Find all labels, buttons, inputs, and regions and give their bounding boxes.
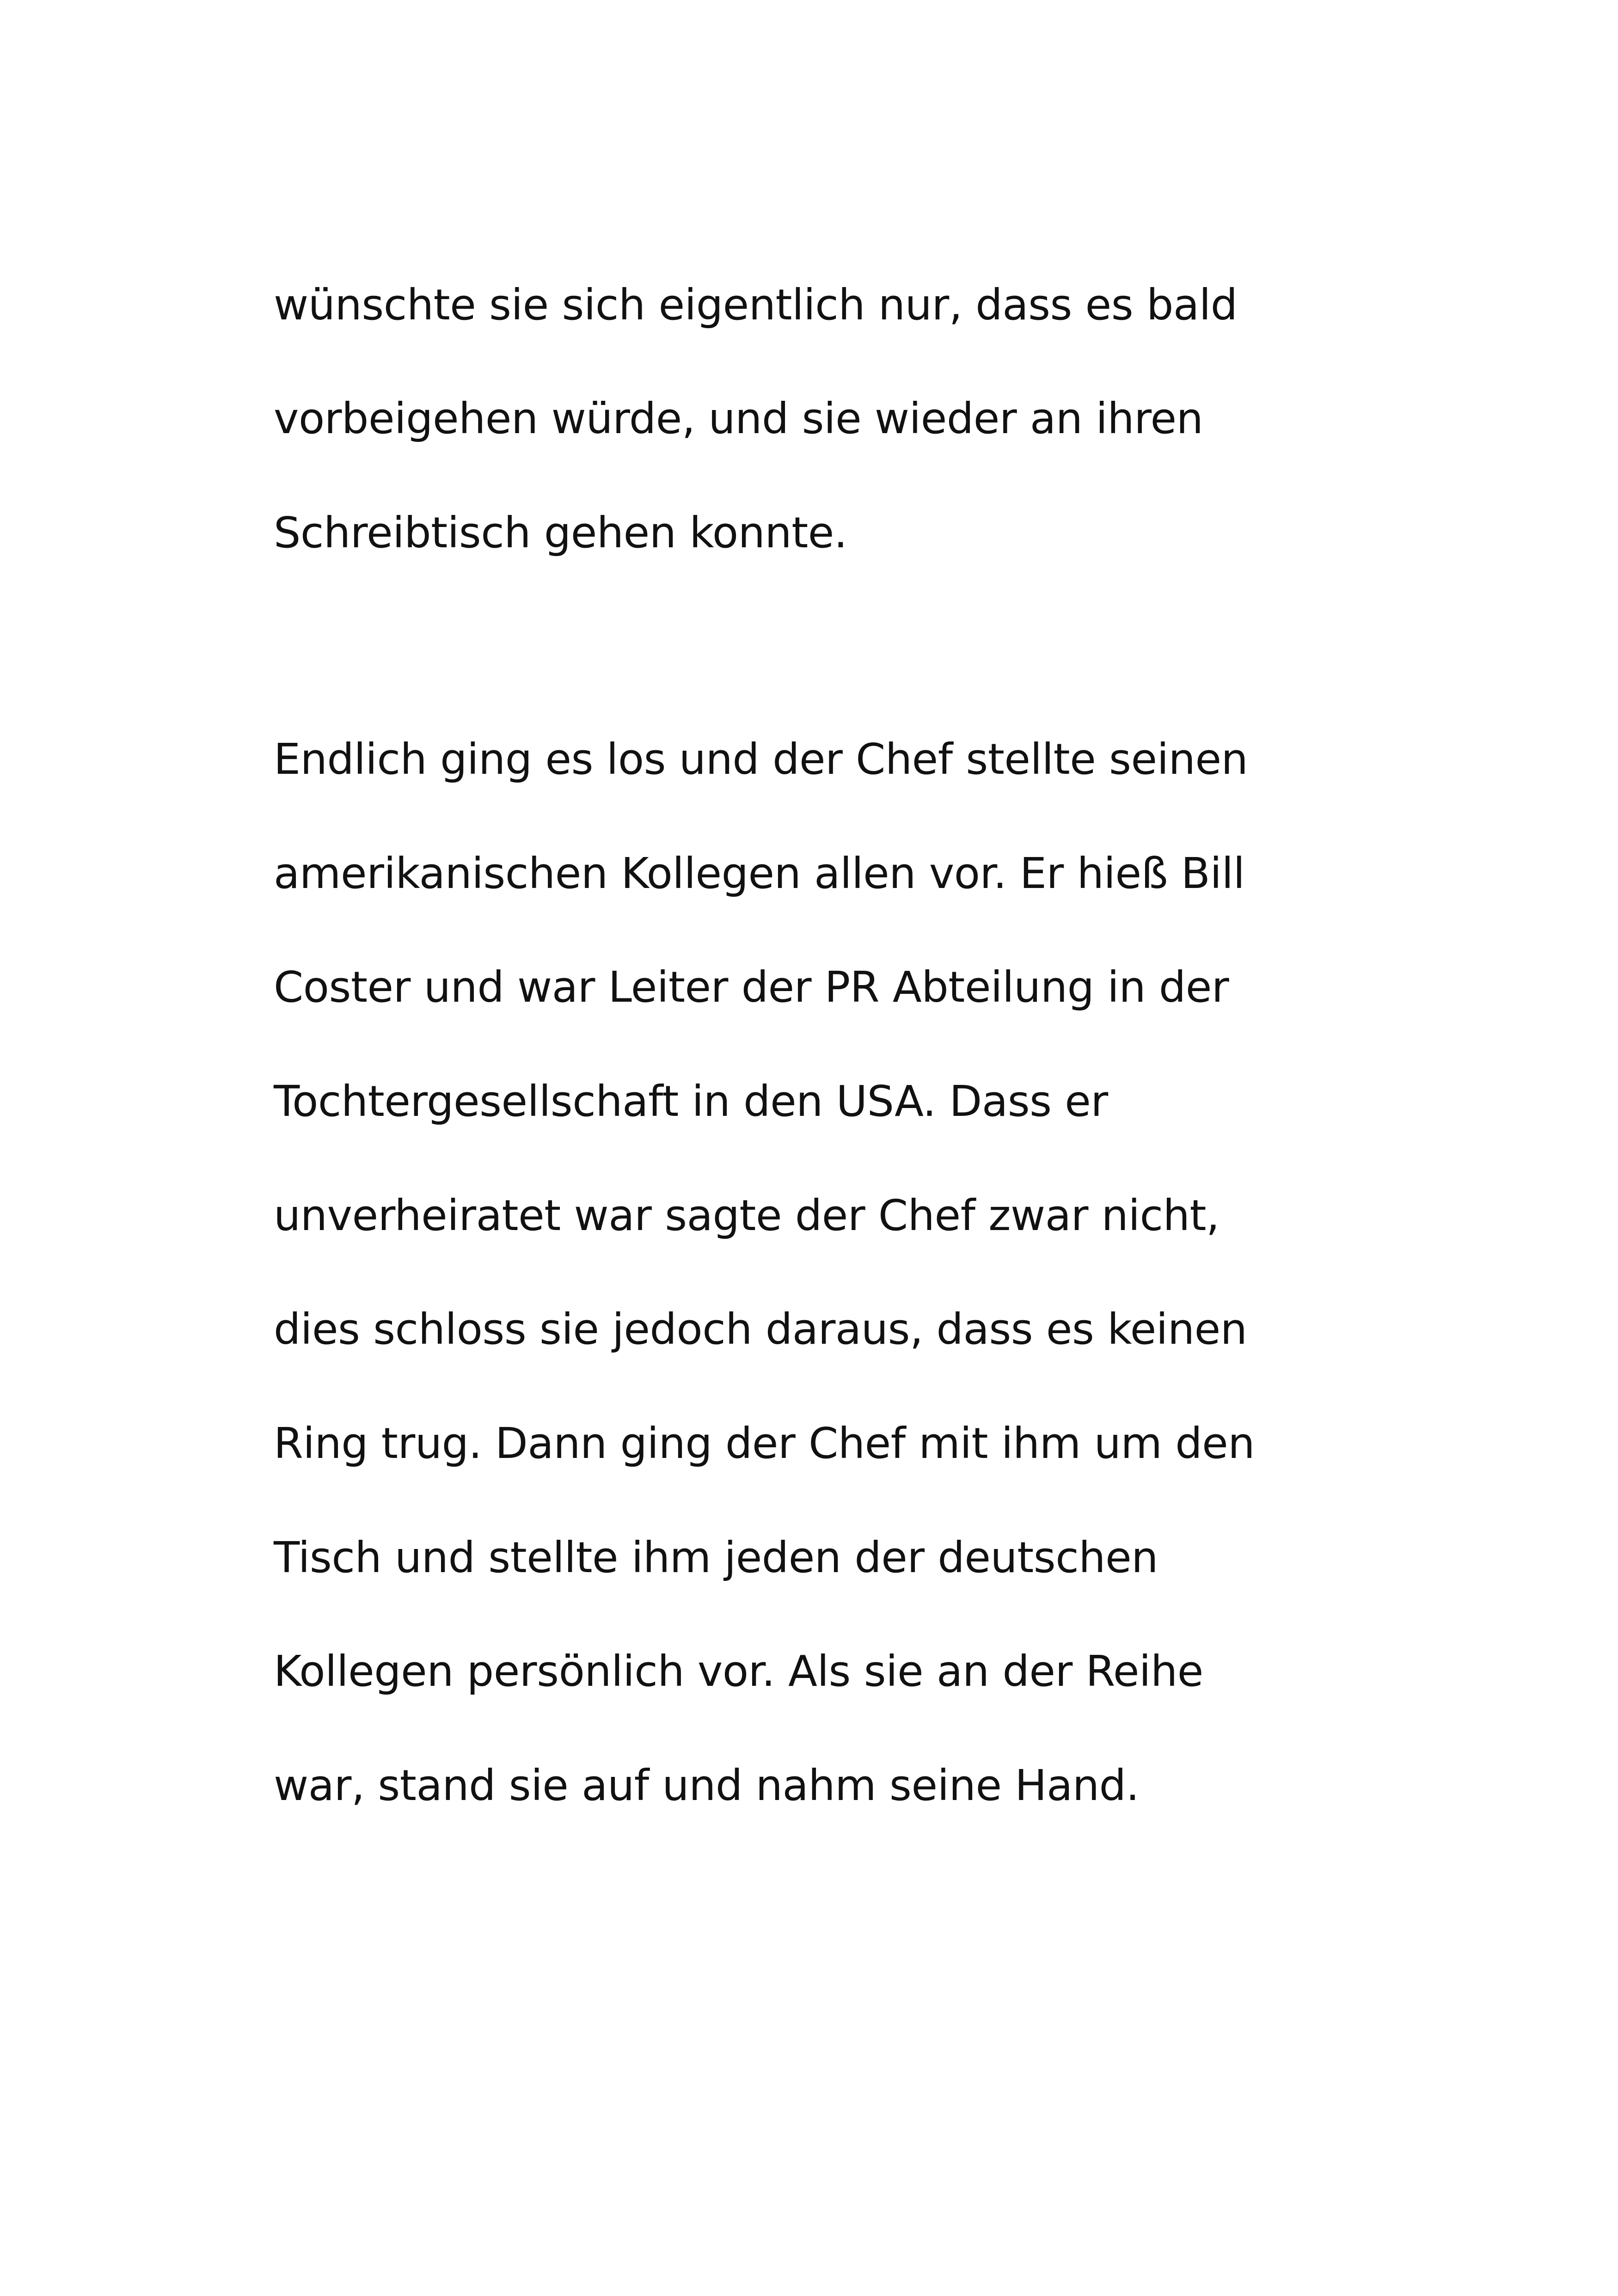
text-line: amerikanischen Kollegen allen vor. Er hieß Bill [274,849,1245,898]
text-line: war, stand sie auf und nahm seine Hand. [274,1761,1140,1810]
text-line: Schreibtisch gehen konnte. [274,508,847,557]
text-line: Tochtergesellschaft in den USA. Dass er [274,1077,1108,1126]
text-line: unverheiratet war sagte der Chef zwar nicht, [274,1191,1220,1240]
text-line: Ring trug. Dann ging der Chef mit ihm um den [274,1419,1255,1468]
text-line: Endlich ging es los und der Chef stellte seinen [274,735,1248,784]
text-line: vorbeigehen würde, und sie wieder an ihren [274,394,1203,443]
text-line: dies schloss sie jedoch daraus, dass es keinen [274,1304,1247,1354]
text-line: Tisch und stellte ihm jeden der deutschen [274,1533,1158,1582]
text-line: Kollegen persönlich vor. Als sie an der Reihe [274,1647,1203,1696]
text-line: Coster und war Leiter der PR Abteilung in der [274,962,1229,1012]
text-line: wünschte sie sich eigentlich nur, dass es bald [274,280,1238,330]
